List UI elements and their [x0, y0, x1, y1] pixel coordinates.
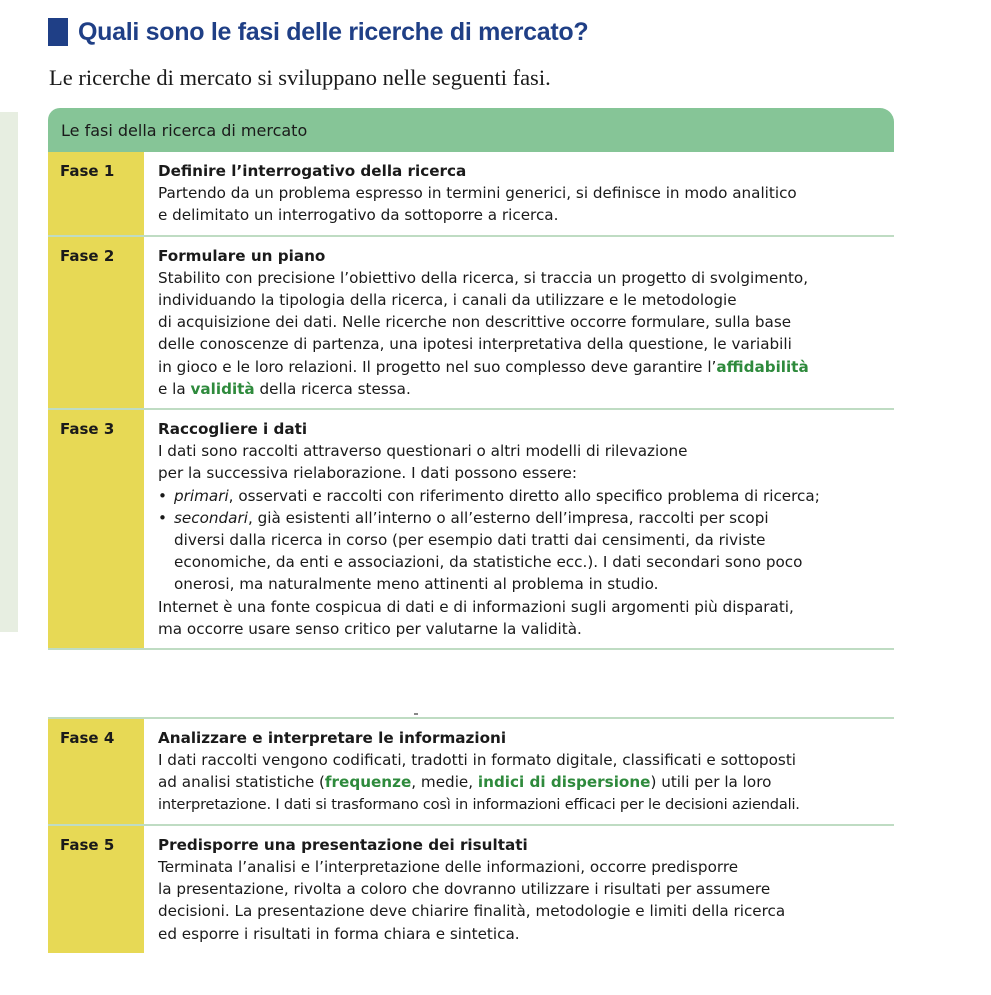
phase-label: Fase 1 [48, 152, 144, 235]
section-heading [48, 12, 588, 52]
table-row-fase-3 [48, 410, 894, 650]
page-break-mark [414, 713, 418, 715]
bullet-term: primari [174, 486, 229, 505]
table-row-fase-2 [48, 237, 894, 410]
bullet-dot-icon: • [158, 508, 167, 527]
text-line: e delimitato un interrogativo da sottoporre a ricerca. [158, 206, 559, 225]
keyword-frequenze: frequenze [324, 773, 412, 792]
phase-content [144, 826, 894, 953]
text-segment: ad analisi statistiche ( [158, 773, 325, 792]
text-line: delle conoscenze di partenza, una ipotesi interpretativa della questione, le variabili [158, 335, 792, 354]
phases-table-top [48, 108, 894, 650]
phase-label: Fase 5 [48, 826, 144, 953]
text-line: individuando la tipologia della ricerca, i canali da utilizzare e le metodologie [158, 291, 737, 310]
text-line: ed esporre i risultati in forma chiara e sintetica. [158, 924, 520, 943]
bullet-term: secondari [174, 508, 248, 527]
text-segment: , già esistenti all’interno o all’esterno dell’impresa, raccolti per scopi [247, 508, 769, 527]
keyword-validita: validità [190, 379, 255, 398]
phase-title: Predisporre una presentazione dei risultati [158, 835, 528, 854]
text-line [158, 356, 886, 378]
side-margin-panel [0, 112, 18, 632]
text-line: Partendo da un problema espresso in termini generici, si definisce in modo analitico [158, 184, 797, 203]
intro-text: Le ricerche di mercato si sviluppano nelle seguenti fasi. [49, 65, 551, 90]
text-line: per la successiva rielaborazione. I dati possono essere: [158, 464, 578, 483]
text-line: ma occorre usare senso critico per valutarne la validità. [158, 619, 582, 638]
bullet-text [174, 507, 886, 596]
text-line: economiche, da enti e associazioni, da statistiche ecc.). I dati secondari sono poco [174, 553, 803, 572]
keyword-affidabilita: affidabilità [716, 357, 809, 376]
phase-title: Formulare un piano [158, 246, 326, 265]
text-line: la presentazione, rivolta a coloro che dovranno utilizzare i risultati per assumere [158, 880, 771, 899]
text-line: decisioni. La presentazione deve chiarire finalità, metodologie e limiti della ricerca [158, 902, 786, 921]
text-line: onerosi, ma naturalmente meno attinenti al problema in studio. [174, 575, 659, 594]
phase-label: Fase 2 [48, 237, 144, 408]
phase-title: Raccogliere i dati [158, 420, 308, 439]
table-row-fase-4 [48, 719, 894, 826]
bullet-dot-icon: • [158, 486, 167, 505]
text-line: I dati raccolti vengono codificati, tradotti in formato digitale, classificati e sottoposti [158, 751, 797, 770]
bullet-item [158, 485, 886, 507]
text-segment: ) utili per la loro [650, 773, 772, 792]
text-segment: , medie, [411, 773, 478, 792]
phase-title: Analizzare e interpretare le informazioni [158, 729, 507, 747]
table-caption: Le fasi della ricerca di mercato [48, 108, 894, 152]
table-row-fase-1 [48, 152, 894, 237]
text-line: diversi dalla ricerca in corso (per esempio dati tratti dai censimenti, da riviste [174, 531, 766, 550]
text-line: di acquisizione dei dati. Nelle ricerche non descrittive occorre formulare, sulla base [158, 313, 792, 332]
text-line: Internet è una fonte cospicua di dati e di informazioni sugli argomenti più disparati, [158, 597, 794, 616]
text-segment: della ricerca stessa. [254, 379, 411, 398]
phase-content [144, 152, 894, 235]
phase-title: Definire l’interrogativo della ricerca [158, 162, 467, 180]
table-row-fase-5 [48, 826, 894, 953]
phase-label: Fase 3 [48, 410, 144, 648]
heading-square-icon [48, 18, 68, 46]
heading-title: Quali sono le fasi delle ricerche di mercato? [78, 17, 589, 46]
text-line [158, 771, 886, 793]
text-line: Terminata l’analisi e l’interpretazione delle informazioni, occorre predisporre [158, 858, 739, 877]
text-segment: , osservati e raccolti con riferimento diretto allo specifico problema di ricerca; [228, 486, 820, 505]
text-segment: in gioco e le loro relazioni. Il progetto nel suo complesso deve garantire l’ [158, 357, 717, 376]
text-line: interpretazione. I dati si trasformano così in informazioni efficaci per le decisioni aziendali. [158, 795, 800, 813]
text-segment: e la [158, 379, 191, 398]
text-line [158, 378, 886, 400]
bullet-text [174, 485, 886, 507]
text-line [174, 507, 886, 529]
phase-content [144, 410, 894, 648]
phases-table-bottom [48, 717, 894, 953]
phase-content [144, 719, 894, 824]
text-line: Stabilito con precisione l’obiettivo della ricerca, si traccia un progetto di svolgimento, [158, 268, 809, 287]
phase-content [144, 237, 894, 408]
keyword-indici-dispersione: indici di dispersione [477, 773, 651, 792]
text-line: I dati sono raccolti attraverso questionari o altri modelli di rilevazione [158, 442, 688, 461]
bullet-item [158, 507, 886, 596]
phase-label: Fase 4 [48, 719, 144, 824]
